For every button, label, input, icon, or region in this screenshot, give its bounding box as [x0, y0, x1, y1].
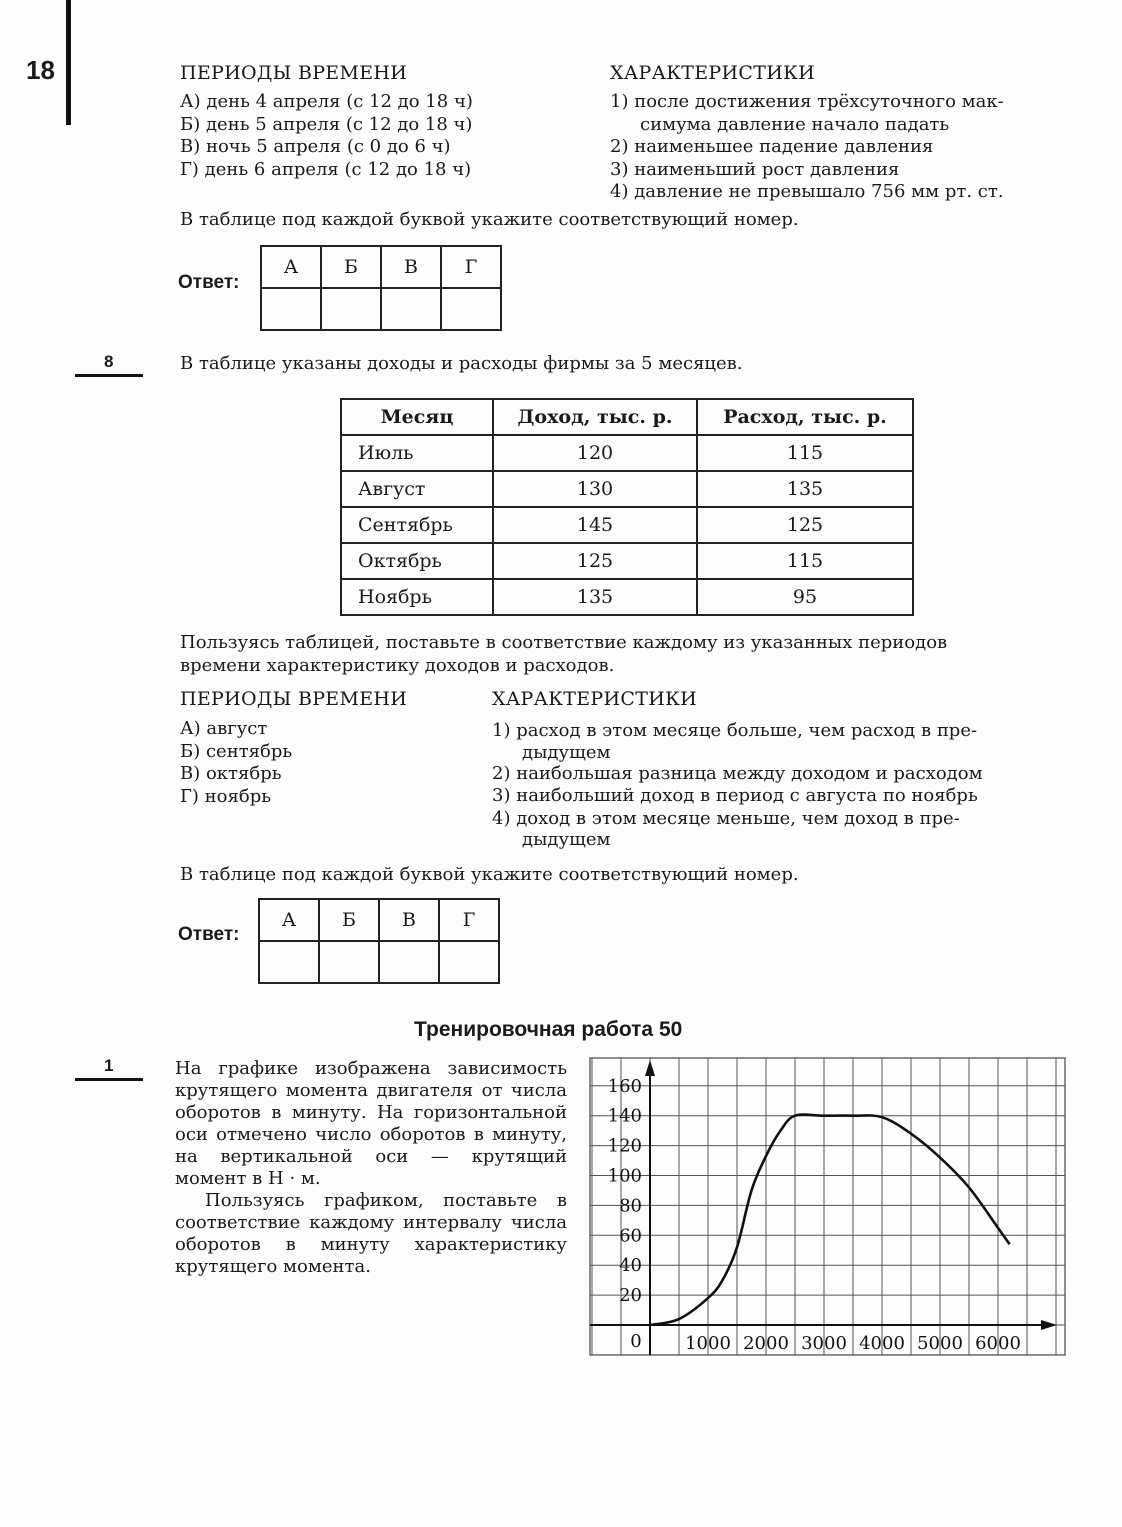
periods-heading: ПЕРИОДЫ ВРЕМЕНИ: [180, 688, 408, 710]
period-item: Г) день 6 апреля (с 12 до 18 ч): [180, 158, 472, 180]
question-line: времени характеристику доходов и расходов.: [180, 654, 615, 676]
y-tick-label: 140: [607, 1105, 642, 1127]
column-header: Доход, тыс. р.: [493, 399, 697, 435]
task-paragraph: На графике изображена зависимость крутящего момента двигателя от числа оборотов в минуту. На горизонтальной оси отмечено число оборотов в минуту, на вертикальной оси — крутящий момент в Н · м.: [175, 1058, 567, 1189]
answer-label: Ответ:: [178, 272, 240, 293]
x-tick-label: 4000: [859, 1333, 905, 1354]
series-line: [650, 1115, 1010, 1325]
answer-cell[interactable]: [379, 941, 439, 983]
income-cell: 125: [493, 543, 697, 579]
expense-cell: 115: [697, 435, 913, 471]
answer-table: [260, 245, 502, 331]
instruction: В таблице под каждой буквой укажите соответствующий номер.: [180, 864, 799, 885]
answer-letter: Б: [321, 246, 381, 288]
y-tick-label: 80: [619, 1195, 642, 1217]
period-item: Г) ноябрь: [180, 785, 272, 807]
income-cell: 145: [493, 507, 697, 543]
characteristic-item: 2) наименьшее падение давления: [610, 136, 934, 157]
characteristic-item: 1) расход в этом месяце больше, чем расход в пре-: [492, 720, 978, 741]
characteristics-list: [610, 91, 1004, 204]
y-tick-label: 120: [607, 1135, 642, 1157]
table-row: [341, 435, 913, 471]
period-item: В) октябрь: [180, 763, 282, 784]
answer-label: Ответ:: [178, 924, 240, 945]
task-number: 8: [104, 352, 114, 371]
x-tick-label: 3000: [801, 1333, 847, 1354]
answer-letter: В: [379, 899, 439, 941]
table-row: [341, 507, 913, 543]
task-rule: [75, 374, 143, 377]
task-rule: [75, 1078, 143, 1081]
month-cell: Октябрь: [341, 543, 493, 579]
answer-cell[interactable]: [441, 288, 501, 330]
characteristic-item: симума давление начало падать: [640, 113, 950, 135]
characteristic-item: 2) наибольшая разница между доходом и расходом: [492, 762, 983, 784]
y-tick-label: 20: [619, 1285, 642, 1307]
characteristic-item: 4) давление не превышало 756 мм рт. ст.: [610, 181, 1004, 202]
x-tick-label: 5000: [917, 1333, 963, 1354]
task-paragraph: Пользуясь графиком, поставьте в соответствие каждому интервалу числа оборотов в минуту характеристику крутящего момента.: [175, 1190, 567, 1277]
period-item: Б) день 5 апреля (с 12 до 18 ч): [180, 113, 473, 135]
answer-cell[interactable]: [439, 941, 499, 983]
month-cell: Август: [341, 471, 493, 507]
characteristics-heading: ХАРАКТЕРИСТИКИ: [610, 62, 815, 84]
answer-cell[interactable]: [381, 288, 441, 330]
x-axis-arrow: [1041, 1320, 1057, 1330]
characteristic-item: 4) доход в этом месяце меньше, чем доход в пре-: [492, 807, 960, 829]
column-header: Месяц: [341, 399, 493, 435]
task-intro: В таблице указаны доходы и расходы фирмы за 5 месяцев.: [180, 353, 743, 374]
expense-cell: 125: [697, 507, 913, 543]
answer-cell[interactable]: [319, 941, 379, 983]
periods-heading: ПЕРИОДЫ ВРЕМЕНИ: [180, 62, 408, 84]
table-row: [341, 579, 913, 615]
y-tick-label: 40: [619, 1255, 642, 1277]
instruction: В таблице под каждой буквой укажите соответствующий номер.: [180, 209, 799, 230]
table-row: [341, 471, 913, 507]
expense-cell: 115: [697, 543, 913, 579]
characteristic-item: 3) наибольший доход в период с августа по ноябрь: [492, 785, 978, 806]
answer-letter: В: [381, 246, 441, 288]
income-cell: 120: [493, 435, 697, 471]
period-item: Б) сентябрь: [180, 740, 293, 762]
income-cell: 135: [493, 579, 697, 615]
question-text: [180, 632, 947, 677]
characteristics-heading: ХАРАКТЕРИСТИКИ: [492, 688, 697, 710]
y-tick-label: 60: [619, 1225, 642, 1247]
periods-list: [180, 91, 473, 181]
answer-cell[interactable]: [261, 288, 321, 330]
period-item: В) ночь 5 апреля (с 0 до 6 ч): [180, 136, 451, 157]
margin-bar: [66, 0, 71, 125]
table-row: [341, 543, 913, 579]
income-cell: 130: [493, 471, 697, 507]
answer-cell[interactable]: [259, 941, 319, 983]
origin-label: 0: [630, 1331, 642, 1352]
x-tick-label: 6000: [975, 1333, 1021, 1354]
task-text: [175, 1058, 567, 1278]
answer-letter: Г: [439, 899, 499, 941]
x-tick-label: 1000: [685, 1333, 731, 1354]
characteristic-item: дыдущем: [522, 741, 611, 763]
section-title: Тренировочная работа 50: [414, 1018, 683, 1041]
characteristic-item: дыдущем: [522, 829, 611, 850]
answer-letter: А: [259, 899, 319, 941]
income-expense-table: [340, 398, 914, 616]
grid-frame: [590, 1058, 1065, 1355]
characteristic-item: 3) наименьший рост давления: [610, 158, 900, 180]
answer-letter: Б: [319, 899, 379, 941]
expense-cell: 95: [697, 579, 913, 615]
y-axis-arrow: [645, 1060, 655, 1076]
torque-chart: [580, 1050, 1080, 1370]
month-cell: Июль: [341, 435, 493, 471]
column-header: Расход, тыс. р.: [697, 399, 913, 435]
task-number: 1: [104, 1056, 114, 1075]
answer-table: [258, 898, 500, 984]
month-cell: Сентябрь: [341, 507, 493, 543]
x-tick-label: 2000: [743, 1333, 789, 1354]
characteristic-item: 1) после достижения трёхсуточного мак-: [610, 91, 1004, 112]
y-tick-label: 100: [607, 1165, 642, 1187]
periods-list: [180, 718, 292, 808]
expense-cell: 135: [697, 471, 913, 507]
characteristics-list: [492, 720, 983, 850]
answer-cell[interactable]: [321, 288, 381, 330]
page-number: 18: [26, 55, 55, 85]
period-item: А) день 4 апреля (с 12 до 18 ч): [180, 91, 473, 112]
answer-letter: Г: [441, 246, 501, 288]
month-cell: Ноябрь: [341, 579, 493, 615]
period-item: А) август: [180, 718, 268, 739]
answer-letter: А: [261, 246, 321, 288]
question-line: Пользуясь таблицей, поставьте в соответствие каждому из указанных периодов: [180, 632, 948, 653]
y-tick-label: 160: [607, 1075, 642, 1097]
